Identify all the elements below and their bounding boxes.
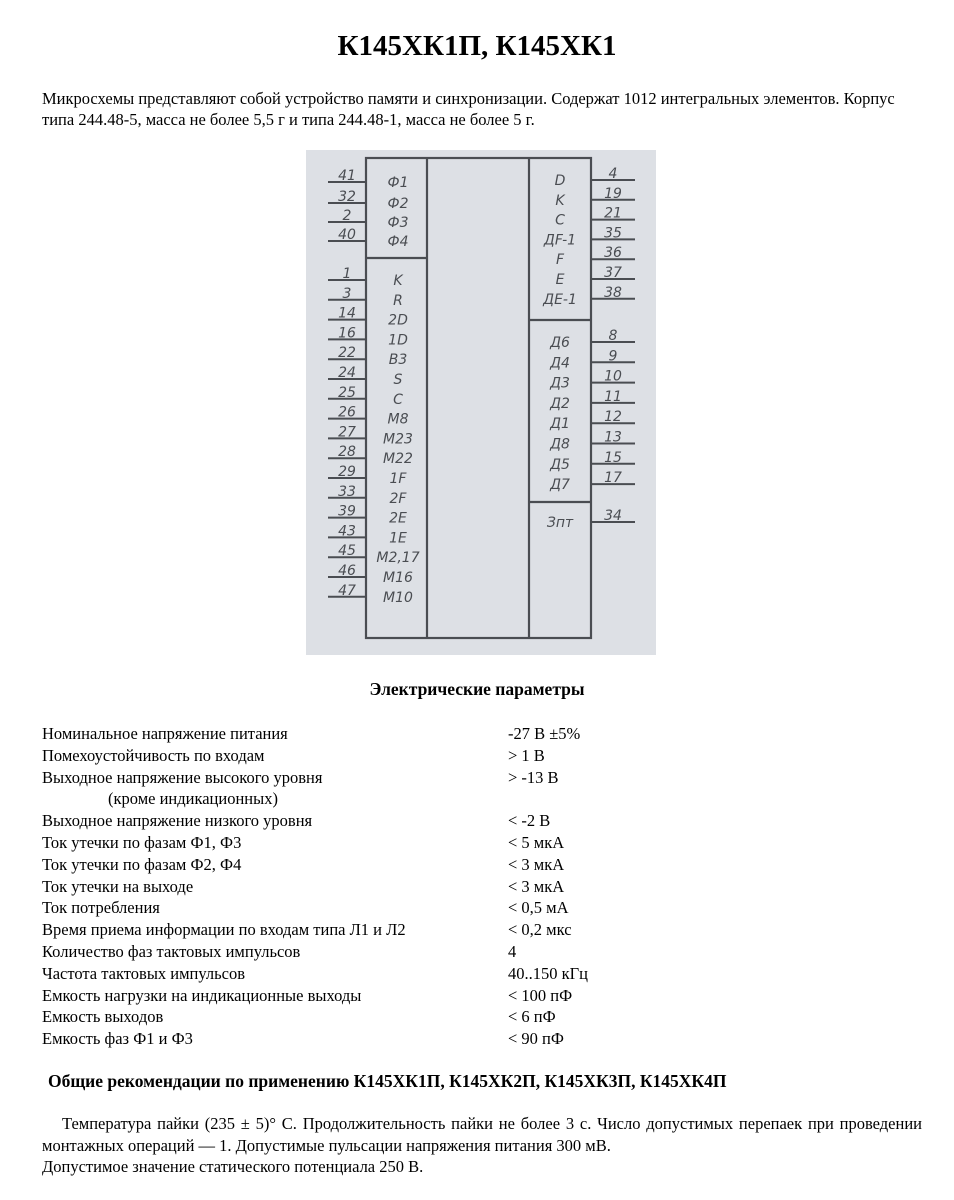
- parameter-row: [42, 832, 742, 854]
- parameter-row: [42, 876, 742, 898]
- parameter-name: Выходное напряжение высокого уровня: [42, 767, 323, 787]
- parameter-value: < 3 мкА: [508, 876, 565, 896]
- pin-label: 2D: [388, 312, 408, 329]
- pin-number: 37: [604, 265, 622, 281]
- parameter-value: 40..150 кГц: [508, 963, 589, 983]
- pin-label: E: [555, 272, 565, 288]
- pin-number: 39: [338, 503, 356, 520]
- pin-label: Ф1: [387, 175, 409, 191]
- pin-label: Д1: [550, 416, 570, 433]
- pin-label: Д8: [550, 436, 570, 453]
- pin-number: 22: [338, 345, 356, 362]
- parameter-name: Помехоустойчивость по входам: [42, 745, 265, 765]
- pin-number: 27: [338, 424, 356, 441]
- pin-label: Зпт: [546, 515, 574, 531]
- parameter-row: [42, 1006, 742, 1028]
- parameter-value: < 0,5 мА: [508, 898, 569, 918]
- pin-label: K: [393, 273, 403, 289]
- parameter-name: Ток потребления: [42, 898, 160, 918]
- parameter-row: [42, 810, 742, 832]
- pin-number: 11: [604, 388, 622, 405]
- pin-label: 1F: [389, 471, 407, 487]
- pin-label: M2,17: [376, 550, 420, 567]
- parameter-name: Количество фаз тактовых импульсов: [42, 941, 301, 961]
- pin-number: 16: [338, 325, 356, 342]
- pin-label: D: [554, 173, 566, 189]
- pin-number: 10: [604, 368, 622, 385]
- parameter-row: [42, 897, 742, 919]
- parameter-value: 4: [508, 941, 517, 961]
- pin-number: 29: [338, 464, 356, 480]
- pin-label: B3: [388, 352, 408, 369]
- parameter-value: < 0,2 мкс: [508, 920, 572, 940]
- parameter-name: Ток утечки по фазам Ф1, Ф3: [42, 832, 242, 852]
- pin-label: Д3: [550, 375, 570, 392]
- pin-number: 8: [608, 328, 618, 344]
- pin-label: C: [555, 212, 565, 229]
- parameter-value: < 100 пФ: [508, 985, 573, 1005]
- parameter-row: [42, 723, 742, 745]
- parameter-name: Емкость нагрузки на индикационные выходы: [42, 985, 362, 1005]
- pin-number: 14: [338, 305, 356, 322]
- parameter-row: [42, 985, 742, 1007]
- pin-number: 38: [604, 284, 622, 301]
- pin-number: 1: [342, 266, 352, 282]
- parameter-name: Ток утечки на выходе: [42, 876, 194, 896]
- parameter-value: < 5 мкА: [508, 832, 565, 852]
- pin-number: 26: [338, 404, 356, 421]
- pin-number: 17: [604, 470, 622, 487]
- pin-label: M16: [383, 570, 413, 586]
- pin-label: M22: [383, 451, 413, 468]
- pin-label: ДF-1: [543, 232, 577, 249]
- pin-number: 40: [338, 227, 356, 243]
- pin-label: F: [555, 252, 565, 269]
- pin-label: C: [393, 391, 403, 408]
- parameter-name: Емкость выходов: [42, 1007, 164, 1027]
- pin-number: 41: [338, 168, 356, 184]
- pin-number: 24: [338, 365, 356, 381]
- pin-number: 4: [608, 166, 618, 182]
- parameter-value: < -2 В: [508, 811, 551, 831]
- electrical-parameters-heading: Электрические параметры: [369, 679, 585, 699]
- parameters-table: [42, 723, 742, 1050]
- parameter-value: > -13 В: [508, 767, 559, 787]
- pin-number: 35: [604, 225, 622, 242]
- page-title: К145ХК1П, К145ХК1: [337, 30, 617, 62]
- pin-label: Ф4: [387, 234, 409, 250]
- parameter-value: > 1 В: [508, 745, 545, 765]
- pin-label: M23: [383, 431, 413, 448]
- pin-label: K: [555, 192, 565, 209]
- recommendations-paragraph: [42, 1113, 922, 1178]
- parameter-name: Частота тактовых импульсов: [42, 963, 246, 983]
- pin-number: 13: [604, 429, 622, 446]
- pin-number: 2: [342, 208, 352, 224]
- pin-label: 1E: [389, 530, 407, 547]
- pin-number: 33: [338, 483, 356, 500]
- parameter-row: [42, 963, 742, 985]
- recommendations-heading: Общие рекомендации по применению К145ХК1П, К145ХК2П, К145ХК3П, К145ХК4П: [48, 1071, 727, 1091]
- pin-number: 21: [604, 205, 622, 222]
- pin-label: M10: [383, 589, 413, 606]
- parameter-name: Время приема информации по входам типа Л1 и Л2: [42, 920, 406, 940]
- parameter-name: Ток утечки по фазам Ф2, Ф4: [42, 854, 242, 874]
- pin-label: Д6: [550, 335, 570, 351]
- pin-label: Д7: [550, 477, 570, 494]
- parameter-row: [42, 941, 742, 963]
- parameter-value: < 3 мкА: [508, 854, 565, 874]
- pin-number: 15: [604, 449, 622, 466]
- pin-number: 3: [342, 285, 352, 302]
- pin-number: 47: [338, 582, 356, 599]
- parameter-name: Емкость фаз Ф1 и Ф3: [42, 1029, 193, 1049]
- parameter-row: [42, 919, 742, 941]
- pin-number: 32: [338, 189, 356, 205]
- intro-paragraph: Микросхемы представляют собой устройство памяти и синхронизации. Содержат 1012 интегральных элементов. Корпус типа 244.48-5, масса не более 5,5 г и типа 244.48-1, масса не более 5 г.: [42, 89, 895, 129]
- pin-number: 34: [604, 508, 622, 524]
- pin-number: 36: [604, 245, 622, 262]
- pin-label: Д4: [550, 355, 570, 372]
- pin-label: Д2: [550, 395, 570, 412]
- pin-number: 25: [338, 384, 356, 401]
- pin-label: 2F: [389, 490, 407, 507]
- pinout-diagram: [306, 150, 656, 655]
- parameter-row: [42, 1028, 742, 1050]
- pin-number: 45: [338, 543, 356, 560]
- parameter-row: [42, 767, 742, 789]
- pin-label: M8: [387, 411, 409, 428]
- pin-label: S: [393, 372, 403, 388]
- pin-label: Ф2: [387, 196, 409, 212]
- parameter-row: [42, 788, 742, 810]
- parameter-value: < 6 пФ: [508, 1007, 556, 1027]
- parameter-row: [42, 854, 742, 876]
- recommendations-text: Температура пайки (235 ± 5)° С. Продолжительность пайки не более 3 с. Число допустимых перепаек при проведении монтажных операций — 1. Допустимые пульсации напряжения питания 300 мВ.: [42, 1114, 922, 1155]
- pin-number: 46: [338, 563, 356, 579]
- pin-number: 9: [608, 348, 618, 365]
- pin-number: 12: [604, 409, 622, 426]
- recommendations-text-end: Допустимое значение статического потенциала 250 В.: [42, 1157, 424, 1176]
- pin-label: Д5: [550, 456, 570, 473]
- parameter-name: Номинальное напряжение питания: [42, 724, 288, 743]
- pin-number: 43: [338, 523, 356, 540]
- pin-label: 1D: [388, 332, 408, 349]
- pin-label: 2E: [389, 510, 407, 527]
- pin-number: 19: [604, 185, 622, 202]
- pin-label: ДE-1: [543, 291, 577, 308]
- parameter-row: [42, 745, 742, 767]
- parameter-value: < 90 пФ: [508, 1029, 564, 1049]
- parameter-value: -27 В ±5%: [508, 724, 581, 743]
- pin-number: 28: [338, 444, 356, 461]
- pin-label: R: [393, 292, 403, 309]
- parameter-name: Выходное напряжение низкого уровня: [42, 811, 313, 831]
- pin-label: Ф3: [387, 215, 409, 231]
- parameter-name: (кроме индикационных): [108, 789, 278, 809]
